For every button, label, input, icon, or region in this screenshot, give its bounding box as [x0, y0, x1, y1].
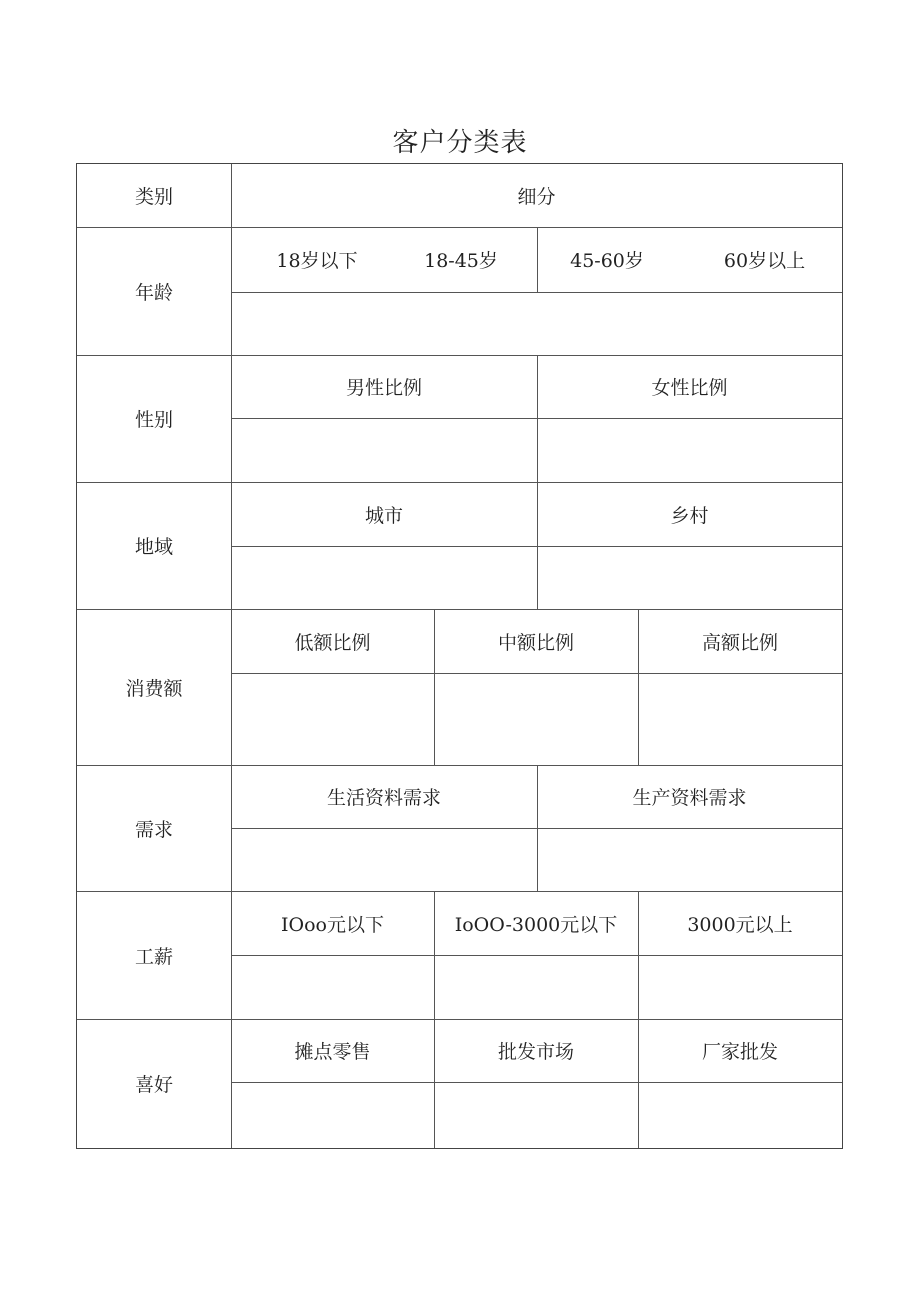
spending-option-low: 低额比例	[294, 631, 371, 654]
demand-option-production: 生产资料需求	[632, 787, 747, 809]
region-option-city: 城市	[364, 504, 403, 527]
age-option-18-45: 18-45岁	[424, 250, 498, 272]
row-label-preference: 喜好	[134, 1074, 173, 1096]
demand-option-living: 生活资料需求	[326, 787, 441, 809]
region-city-value-cell[interactable]	[231, 546, 537, 609]
preference-option-wholesale-market: 批发市场	[497, 1041, 574, 1063]
salary-option-mid: IoOO-3000元以下	[454, 913, 618, 936]
row-label-spending: 消费额	[125, 677, 183, 700]
age-option-45-60: 45-60岁	[570, 250, 644, 272]
age-value-cell[interactable]	[231, 292, 842, 355]
header-category: 类别	[134, 186, 173, 208]
demand-living-value-cell[interactable]	[231, 828, 537, 891]
spending-low-value-cell[interactable]	[231, 673, 434, 765]
gender-male-value-cell[interactable]	[231, 418, 537, 482]
row-label-gender: 性别	[134, 409, 173, 431]
age-option-over-60: 60岁以上	[723, 250, 806, 272]
row-label-age: 年龄	[134, 281, 173, 304]
preference-wholesale-value-cell[interactable]	[434, 1082, 638, 1148]
salary-option-low: IOoo元以下	[281, 913, 384, 936]
column-divider	[537, 227, 538, 292]
salary-low-value-cell[interactable]	[231, 955, 434, 1019]
customer-classification-table	[76, 163, 843, 1149]
spending-high-value-cell[interactable]	[638, 673, 842, 765]
preference-stall-value-cell[interactable]	[231, 1082, 434, 1148]
demand-production-value-cell[interactable]	[537, 828, 842, 891]
preference-option-factory: 厂家批发	[701, 1041, 778, 1063]
document-title: 客户分类表	[392, 128, 528, 158]
header-detail: 细分	[517, 186, 556, 208]
gender-option-male: 男性比例	[345, 377, 422, 399]
gender-option-female: 女性比例	[651, 377, 728, 399]
salary-option-high: 3000元以上	[687, 913, 793, 936]
row-label-region: 地域	[134, 536, 173, 558]
gender-female-value-cell[interactable]	[537, 418, 842, 482]
preference-factory-value-cell[interactable]	[638, 1082, 842, 1148]
spending-option-mid: 中额比例	[497, 631, 574, 654]
salary-mid-value-cell[interactable]	[434, 955, 638, 1019]
age-option-under-18: 18岁以下	[276, 250, 358, 272]
region-option-rural: 乡村	[670, 504, 709, 527]
row-label-salary: 工薪	[134, 945, 173, 968]
salary-high-value-cell[interactable]	[638, 955, 842, 1019]
row-label-demand: 需求	[134, 818, 173, 841]
spending-mid-value-cell[interactable]	[434, 673, 638, 765]
spending-option-high: 高额比例	[701, 631, 778, 654]
region-rural-value-cell[interactable]	[537, 546, 842, 609]
preference-option-stall: 摊点零售	[294, 1041, 371, 1063]
